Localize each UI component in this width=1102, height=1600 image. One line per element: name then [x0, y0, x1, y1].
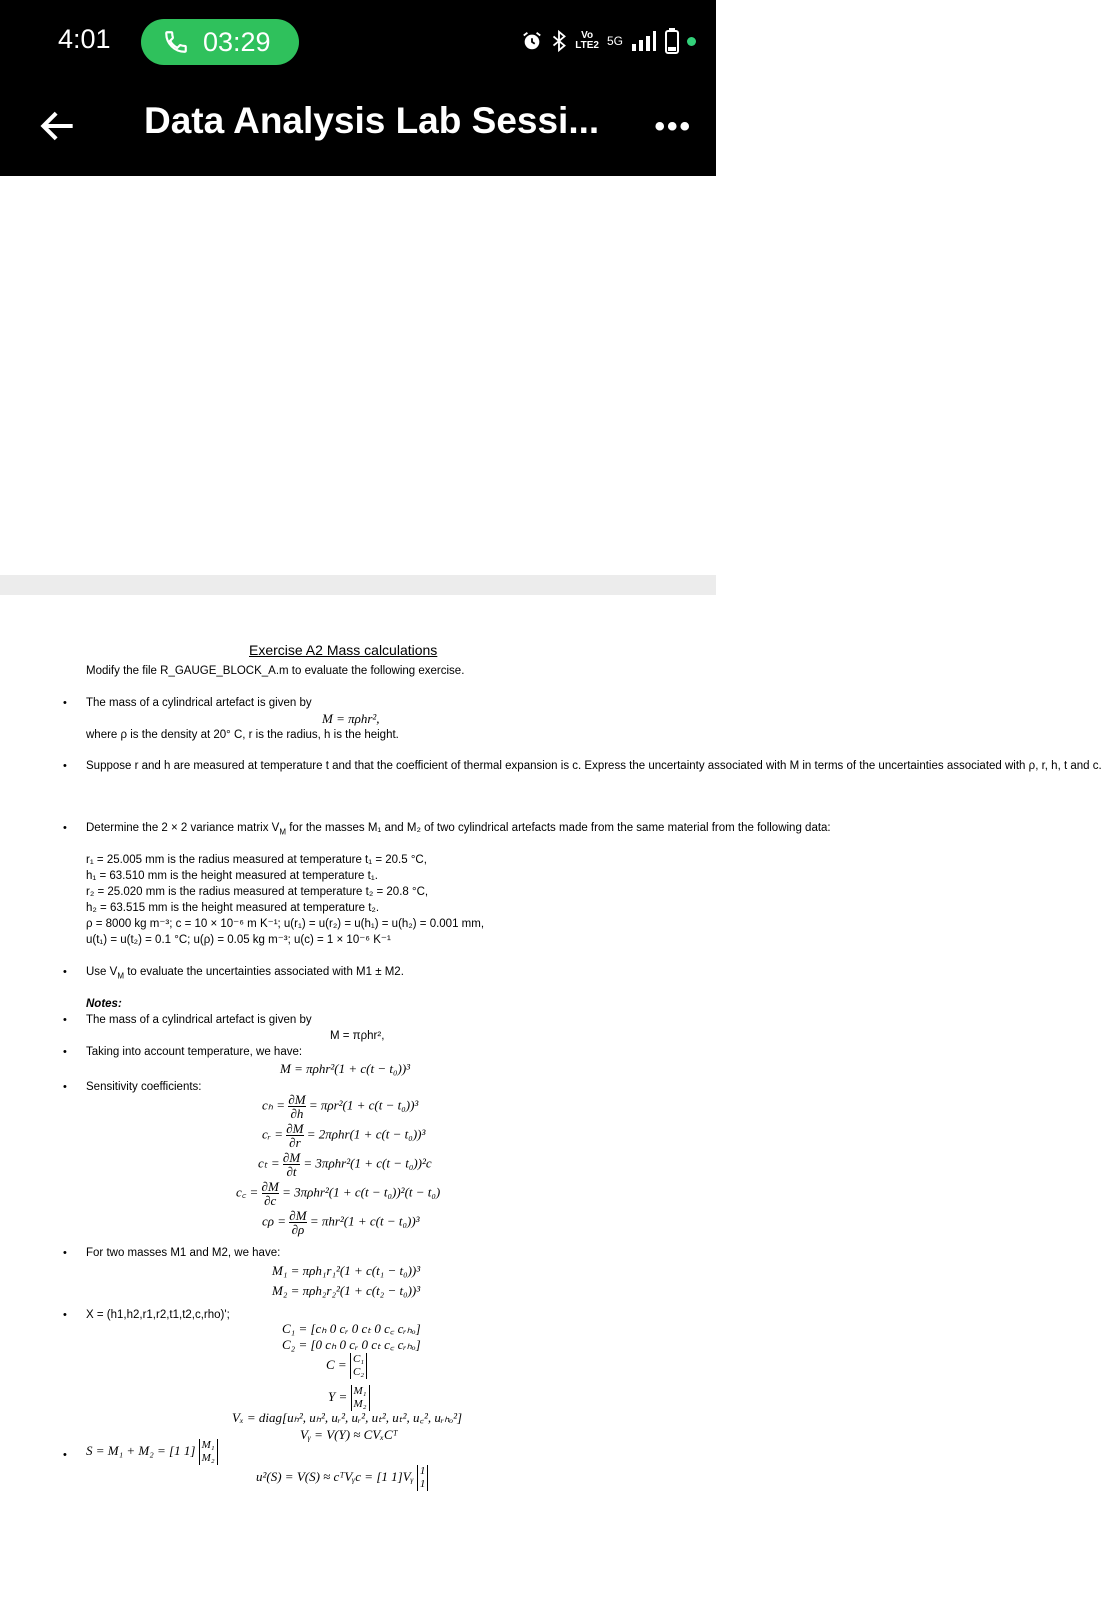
bullet-icon: • — [63, 822, 67, 834]
b3-text: Determine the 2 × 2 variance matrix $V_M$ for the masses M₁ and M₂ of two cylindrical artefacts made from the same material from the following data: — [86, 822, 831, 837]
document-page — [0, 595, 1102, 1600]
sensitivity-crho: cρ = $\frac{\partial M}{\partial\rho}$ = πhr²(1 + c(t − t₀))³ — [262, 1208, 420, 1237]
page-title: Data Analysis Lab Sessi... — [144, 100, 600, 141]
bullet-icon: • — [63, 1081, 67, 1093]
b1-line2: where ρ is the density at 20° C, r is the radius, h is the height. — [86, 729, 399, 741]
alarm-icon — [521, 30, 543, 52]
bullet-icon: • — [63, 1247, 67, 1259]
ongoing-call-pill[interactable] — [141, 19, 299, 65]
sensitivity-cr: cᵣ = $\frac{\partial M}{\partial r}$ = 2πρhr(1 + c(t − t₀))³ — [262, 1121, 426, 1150]
bullet-icon: • — [63, 1309, 67, 1321]
bluetooth-icon — [551, 30, 567, 52]
data-line: r₁ = 25.005 mm is the radius measured at temperature t₁ = 20.5 °C, — [86, 854, 427, 866]
vx-formula: Vₓ = diag[uₕ², uₕ², uᵣ², uᵣ², uₜ², uₜ², u꜀², uᵣₕₒ²] — [232, 1410, 463, 1425]
bullet-icon: • — [63, 1046, 67, 1058]
sensitivity-cc: c꜀ = $\frac{\partial M}{\partial c}$ = 3πρhr²(1 + c(t − t₀))²(t − t₀) — [236, 1179, 441, 1208]
n3-text: Sensitivity coefficients: — [86, 1081, 202, 1093]
network-type: 5G — [606, 34, 623, 48]
c1-row: C₁ = [cₕ 0 cᵣ 0 cₜ 0 c꜀ cᵣₕₒ] — [282, 1321, 421, 1336]
n1-text: The mass of a cylindrical artefact is given by — [86, 1014, 312, 1026]
status-bar — [0, 0, 716, 86]
s-definition: S = M₁ + M₂ = [1 1] M₁ M₂ — [86, 1439, 218, 1465]
n2-text: Taking into account temperature, we have: — [86, 1046, 303, 1058]
data-line: h₁ = 63.510 mm is the height measured at temperature t₁. — [86, 870, 378, 882]
n2-formula: M = πρhr²(1 + c(t − t₀))³ — [280, 1061, 411, 1076]
bullet-icon: • — [63, 697, 67, 709]
phone-icon — [163, 29, 189, 55]
vy-formula: Vᵧ = V(Y) ≈ CVₓCᵀ — [300, 1427, 398, 1442]
m2-formula: M₂ = πρh₂r₂²(1 + c(t₂ − t₀))³ — [272, 1283, 421, 1298]
b1-formula: M = πρhr², — [322, 711, 380, 726]
arrow-left-icon[interactable] — [36, 104, 80, 148]
status-time: 4:01 — [58, 24, 111, 54]
notes-label: Notes: — [86, 998, 122, 1010]
c2-row: C₂ = [0 cₕ 0 cᵣ 0 cₜ c꜀ cᵣₕₒ] — [282, 1337, 421, 1352]
status-icons — [521, 26, 696, 56]
data-line: h₂ = 63.515 mm is the height measured at temperature t₂. — [86, 902, 380, 914]
app-bar — [0, 86, 716, 176]
n4-text: For two masses M1 and M2, we have: — [86, 1247, 281, 1259]
sensitivity-ch: cₕ = $\frac{\partial M}{\partial h}$ = πρr²(1 + c(t − t₀))³ — [262, 1092, 419, 1121]
call-timer: 03:29 — [203, 27, 271, 57]
data-line: r₂ = 25.020 mm is the radius measured at temperature t₂ = 20.8 °C, — [86, 886, 429, 898]
bullet-icon: • — [63, 966, 67, 978]
page-separator — [0, 575, 716, 595]
n1-formula: M = πρhr², — [330, 1030, 385, 1042]
us-formula: u²(S) = V(S) ≈ cᵀVᵧc = [1 1]Vᵧ 1 1 — [256, 1465, 428, 1491]
bullet-icon: • — [63, 1449, 67, 1461]
intro-text: Modify the file R_GAUGE_BLOCK_A.m to evaluate the following exercise. — [86, 665, 465, 677]
x-definition: X = (h1,h2,r1,r2,t1,t2,c,rho)'; — [86, 1309, 230, 1321]
more-options-icon[interactable]: ••• — [654, 110, 692, 143]
data-line: u(t₁) = u(t₂) = 0.1 °C; u(ρ) = 0.05 kg m⁻³; u(c) = 1 × 10⁻⁶ K⁻¹ — [86, 934, 391, 946]
data-line: ρ = 8000 kg m⁻³; c = 10 × 10⁻⁶ m K⁻¹; u(r₁) = u(r₂) = u(h₁) = u(h₂) = 0.001 mm, — [86, 918, 485, 930]
y-matrix: Y = M₁ M₂ — [328, 1385, 370, 1411]
bullet-icon: • — [63, 1014, 67, 1026]
volte-indicator: Vo LTE2 — [575, 30, 599, 51]
m1-formula: M₁ = πρh₁r₁²(1 + c(t₁ − t₀))³ — [272, 1263, 421, 1278]
b4-text: Use $V_M$ to evaluate the uncertainties associated with M1 ± M2. — [86, 966, 404, 981]
battery-icon — [665, 28, 679, 54]
exercise-heading: Exercise A2 Mass calculations — [249, 642, 438, 658]
b1-line1: The mass of a cylindrical artefact is given by — [86, 697, 312, 709]
sensitivity-ct: cₜ = $\frac{\partial M}{\partial t}$ = 3πρhr²(1 + c(t − t₀))²c — [258, 1150, 432, 1179]
c-matrix: C = C₁ C₂ — [326, 1353, 367, 1379]
b2-text: Suppose r and h are measured at temperature t and that the coefficient of thermal expansion is c. Express the uncertainty associated with M in terms of the uncertainties associated with ρ, r, h, t and c. — [86, 760, 1102, 772]
privacy-dot — [687, 37, 696, 46]
document-preview-area — [0, 176, 716, 575]
bullet-icon: • — [63, 760, 67, 772]
signal-icon — [631, 30, 657, 52]
